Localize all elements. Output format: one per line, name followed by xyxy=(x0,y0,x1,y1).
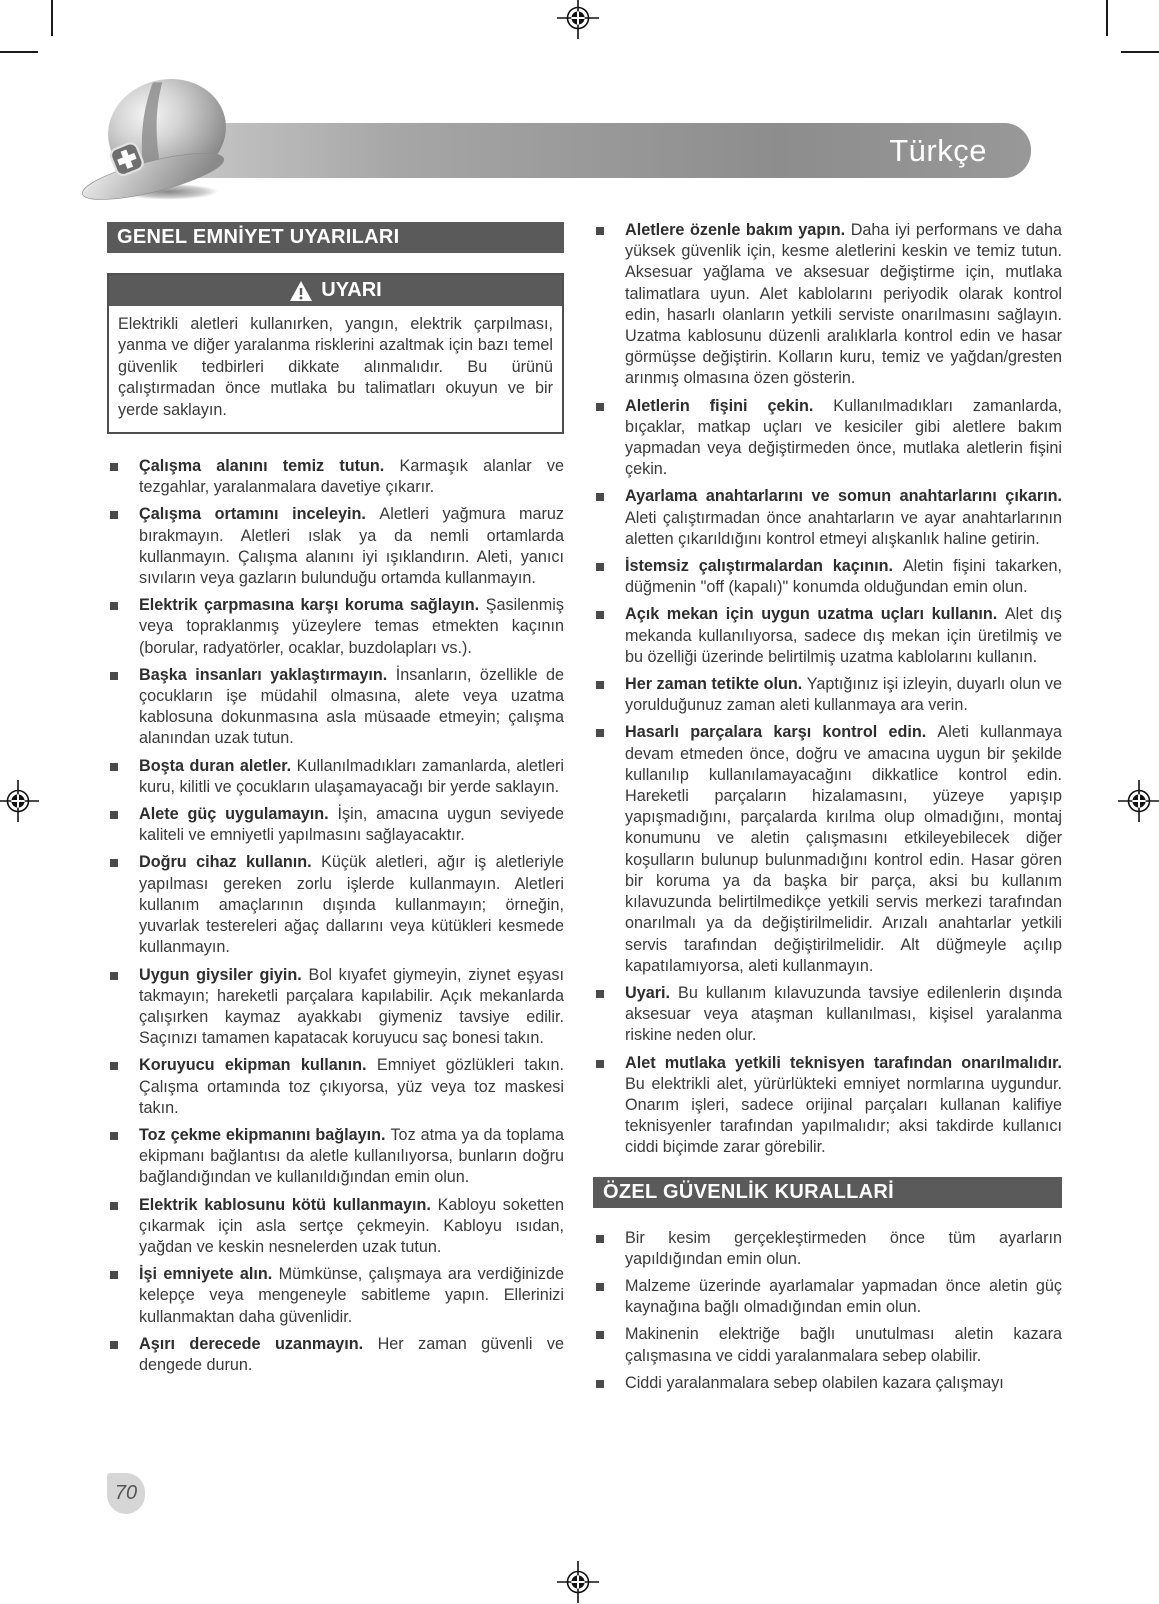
list-item xyxy=(107,756,564,798)
bullet-lead: Toz çekme ekipmanını bağlayın. xyxy=(139,1125,391,1144)
bullet-text: Boşta duran aletler. Kullanılmadıkları zamanlarda, aletleri kuru, kilitli ve çocukların ulaşamayacağı bir yerde saklayın. xyxy=(139,756,564,796)
registration-mark-icon xyxy=(1117,779,1159,823)
list-item xyxy=(593,1053,1062,1159)
bullet-lead: Boşta duran aletler. xyxy=(139,756,297,775)
square-bullet-icon xyxy=(110,763,118,771)
bullet-text: Hasarlı parçalara karşı kontrol edin. Aleti kullanmaya devam etmeden önce, doğru ve amacına uygun bir şekilde kullanılıp kullanılamayacağını dikkatlice kontrol edin. Hareketli parçaların hizalamasını, yüzeye yapışıp yapışmadığını, parçalarda kırılma olup olmadığını, montaj konumunu ve aletin çalışmasını etkileyebilecek diğer koşulların bulunup bulunmadığını kontrol edin. Hasar gören bir koruma ya da başka bir parça, aksi bu kullanım kılavuzunda belirtilmedikçe yetkili servis merkezi tarafından onarılmalı ya da değiştirilmelidir. Arızalı anahtarlar yetkili servis tarafından değiştirilmelidir. Alt düğmeyle açılıp kapatılamıyorsa, aleti kullanmayın. xyxy=(625,723,1062,975)
bullet-lead: Alet mutlaka yetkili teknisyen tarafından onarılmalıdır. xyxy=(625,1053,1062,1072)
bullet-text: Koruyucu ekipman kullanın. Emniyet gözlükleri takın. Çalışma ortamında toz çıkıyorsa, yüz veya toz maskesi takın. xyxy=(139,1056,564,1117)
square-bullet-icon xyxy=(596,227,604,235)
square-bullet-icon xyxy=(110,859,118,867)
square-bullet-icon xyxy=(110,1062,118,1070)
list-item xyxy=(107,456,564,498)
language-banner xyxy=(128,123,1031,178)
general-bullet-list-right xyxy=(593,220,1062,1159)
list-item xyxy=(593,396,1062,481)
bullet-lead: İşi emniyete alın. xyxy=(139,1265,279,1284)
square-bullet-icon xyxy=(596,493,604,501)
crop-mark xyxy=(1106,0,1108,36)
crop-mark xyxy=(0,51,38,53)
list-item xyxy=(107,595,564,659)
bullet-lead: Uygun giysiler giyin. xyxy=(139,965,309,984)
bullet-lead: Elektrik kablosunu kötü kullanmayın. xyxy=(139,1195,438,1214)
list-item xyxy=(593,722,1062,976)
square-bullet-icon xyxy=(596,1235,604,1243)
list-item xyxy=(593,674,1062,716)
bullet-lead: Her zaman tetikte olun. xyxy=(625,675,807,694)
warning-triangle-icon xyxy=(289,280,313,302)
square-bullet-icon xyxy=(596,611,604,619)
page-number-label: 70 xyxy=(114,1482,138,1504)
warning-title: UYARI xyxy=(321,279,382,301)
list-item xyxy=(107,804,564,846)
crop-mark xyxy=(51,0,53,36)
square-bullet-icon xyxy=(110,1271,118,1279)
bullet-text: Çalışma alanını temiz tutun. Karmaşık alanlar ve tezgahlar, yaralanmalara davetiye çıkarır. xyxy=(139,457,564,497)
registration-mark-icon xyxy=(0,779,40,823)
bullet-lead: Elektrik çarpmasına karşı koruma sağlayın. xyxy=(139,596,486,615)
square-bullet-icon xyxy=(110,1202,118,1210)
bullet-lead: Ayarlama anahtarlarını ve somun anahtarlarını çıkarın. xyxy=(625,487,1062,506)
square-bullet-icon xyxy=(110,811,118,819)
warning-box xyxy=(107,273,564,434)
bullet-text: İşi emniyete alın. Mümkünse, çalışmaya ara verdiğinizde kelepçe veya mengeneyle sabitleme yapın. Ellerinizi kullanmaktan daha güvenlidir. xyxy=(139,1265,564,1326)
list-item xyxy=(107,504,564,589)
special-bullet-list xyxy=(593,1228,1062,1394)
list-item xyxy=(593,1276,1062,1318)
bullet-text: Aşırı derecede uzanmayın. Her zaman güvenli ve dengede durun. xyxy=(139,1334,564,1374)
page-number-badge xyxy=(107,1473,145,1514)
bullet-text: Elektrik çarpmasına karşı koruma sağlayın. Şasilenmiş veya topraklanmış yüzeylere temas etmekten kaçının (borular, radyatörler, ocaklar, buzdolapları vs.). xyxy=(139,596,564,657)
bullet-lead: Koruyucu ekipman kullanın. xyxy=(139,1056,377,1075)
language-label: Türkçe xyxy=(889,132,987,168)
bullet-lead: Hasarlı parçalara karşı kontrol edin. xyxy=(625,723,938,742)
special-safety-heading-label: ÖZEL GÜVENLİK KURALLARİ xyxy=(603,1180,894,1203)
square-bullet-icon xyxy=(110,511,118,519)
square-bullet-icon xyxy=(596,1060,604,1068)
bullet-text: Makinenin elektriğe bağlı unutulması aletin kazara çalışmasına ve ciddi yaralanmalara sebep olabilir. xyxy=(625,1325,1062,1365)
bullet-text: Çalışma ortamını inceleyin. Aletleri yağmura maruz bırakmayın. Aletleri ıslak ya da nemli ortamlarda kullanmayın. Çalışma alanını iyi ışıklandırın. Aleti, yanıcı sıvıların veya gazların bulunduğu ortamda kullanmayın. xyxy=(139,505,564,588)
square-bullet-icon xyxy=(110,672,118,680)
list-item xyxy=(593,486,1062,550)
square-bullet-icon xyxy=(596,403,604,411)
list-item xyxy=(593,556,1062,598)
bullet-lead: Çalışma ortamını inceleyin. xyxy=(139,505,380,524)
list-item xyxy=(107,1055,564,1119)
general-safety-heading xyxy=(107,222,564,253)
list-item xyxy=(593,604,1062,668)
special-safety-heading xyxy=(593,1177,1062,1208)
bullet-lead: Çalışma alanını temiz tutun. xyxy=(139,457,400,476)
bullet-text: Alete güç uygulamayın. İşin, amacına uygun seviyede kaliteli ve emniyetli yapılmasını sağlayacaktır. xyxy=(139,805,564,845)
bullet-lead: Aletlere özenle bakım yapın. xyxy=(625,221,851,239)
general-bullet-list-left xyxy=(107,456,564,1376)
bullet-text: Aletlere özenle bakım yapın. Daha iyi performans ve daha yüksek güvenlik için, kesme aletlerini keskin ve temiz tutun. Aksesuar yağlama ve aksesuar değiştirme için, mutlaka talimatlara uyun. Alet kablolarını periyodik olarak kontrol edin, hasarlı olanların yetkili serviste onarılmasını sağlayın. Uzatma kablosunu düzenli aralıklarla kontrol edin ve hasar görmüşse değiştirin. Kolların kuru, temiz ve yağdan/gresten arınmış olmasına özen gösterin. xyxy=(625,221,1063,388)
square-bullet-icon xyxy=(110,1132,118,1140)
square-bullet-icon xyxy=(596,1331,604,1339)
square-bullet-icon xyxy=(596,1380,604,1388)
right-column xyxy=(593,220,1062,1400)
bullet-text: Doğru cihaz kullanın. Küçük aletleri, ağır iş aletleriyle yapılması gereken zorlu işlerde kullanmayın. Aletleri kullanım amaçlarının dışında kullanmayın; örneğin, yuvarlak testereleri ağaç dallarını veya kütükleri kesmede kullanmayın. xyxy=(139,853,564,957)
square-bullet-icon xyxy=(110,1341,118,1349)
bullet-lead: Aletlerin fişini çekin. xyxy=(625,396,834,415)
bullet-text: Uyari. Bu kullanım kılavuzunda tavsiye edilenlerin dışında aksesuar veya ataşman kullanılması, kişisel yaralanma riskine neden olur. xyxy=(625,983,1062,1045)
bullet-lead: İstemsiz çalıştırmalardan kaçının. xyxy=(625,557,903,576)
list-item xyxy=(593,220,1062,390)
list-item xyxy=(107,1125,564,1189)
registration-mark-icon xyxy=(556,1560,600,1604)
bullet-text: İstemsiz çalıştırmalardan kaçının. Aletin fişini takarken, düğmenin "off (kapalı)" konumda olduğundan emin olun. xyxy=(625,557,1062,597)
list-item xyxy=(107,1264,564,1328)
list-item xyxy=(593,983,1062,1047)
crop-mark xyxy=(1121,51,1159,53)
bullet-lead: Açık mekan için uygun uzatma uçları kullanın. xyxy=(625,605,1005,624)
list-item xyxy=(593,1373,1062,1394)
registration-mark-icon xyxy=(556,0,600,40)
square-bullet-icon xyxy=(110,972,118,980)
bullet-text: Her zaman tetikte olun. Yaptığınız işi izleyin, duyarlı olun ve yorulduğunuz zaman aleti kullanmaya ara verin. xyxy=(625,675,1062,715)
bullet-text: Bir kesim gerçekleştirmeden önce tüm ayarların yapıldığından emin olun. xyxy=(625,1228,1062,1268)
bullet-lead: Uyari. xyxy=(625,983,679,1002)
bullet-text: Aletlerin fişini çekin. Kullanılmadıkları zamanlarda, bıçaklar, matkap uçları ve kesiciler gibi aletlere bakım yapmadan veya değiştirmeden önce, mutlaka aletlerin fişini çekin. xyxy=(625,396,1062,479)
bullet-text: Alet mutlaka yetkili teknisyen tarafından onarılmalıdır. Bu elektrikli alet, yürürlükteki emniyet normlarına uygundur. Onarım işleri, sadece orijinal parçaları kullanan kalifiye teknisyenler tarafından yapılmalıdır; aksi takdirde kullanıcı ciddi biçimde zarar görebilir. xyxy=(625,1053,1062,1157)
list-item xyxy=(593,1324,1062,1366)
bullet-text: Ciddi yaralanmalara sebep olabilen kazara çalışmayı xyxy=(625,1373,1004,1392)
square-bullet-icon xyxy=(596,729,604,737)
bullet-lead: Doğru cihaz kullanın. xyxy=(139,853,322,872)
square-bullet-icon xyxy=(596,990,604,998)
warning-text: Elektrikli aletleri kullanırken, yangın, elektrik çarpılması, yanma ve diğer yaralanma risklerini azaltmak için bazı temel güvenlik tedbirleri dikkate alınmalıdır. Bu ürünü çalıştırmadan önce mutlaka bu talimatları okuyun ve bir yerde saklayın. xyxy=(118,315,553,419)
list-item xyxy=(107,852,564,958)
square-bullet-icon xyxy=(110,463,118,471)
list-item xyxy=(107,965,564,1050)
square-bullet-icon xyxy=(596,681,604,689)
bullet-lead: Alete güç uygulamayın. xyxy=(139,805,338,824)
bullet-text: Başka insanları yaklaştırmayın. İnsanların, özellikle de çocukların işe müdahil olmasına, alete veya uzatma kablosuna dokunmasına asla müsaade etmeyin; çalışma alanından uzak tutun. xyxy=(139,665,564,748)
list-item xyxy=(107,1195,564,1259)
bullet-text: Elektrik kablosunu kötü kullanmayın. Kabloyu soketten çıkarmak için asla sertçe çekmeyin. Kabloyu ısıdan, yağdan ve keskin nesnelerden uzak tutun. xyxy=(139,1195,564,1256)
list-item xyxy=(107,1334,564,1376)
bullet-text: Malzeme üzerinde ayarlamalar yapmadan önce aletin güç kaynağına bağlı olmadığından emin olun. xyxy=(625,1276,1062,1317)
bullet-lead: Aşırı derecede uzanmayın. xyxy=(139,1334,378,1353)
bullet-text: Uygun giysiler giyin. Bol kıyafet giymeyin, ziynet eşyası takmayın; hareketli parçalara kapılabilir. Açık mekanlarda çalışırken kaymaz ayakkabı giymeniz tavsiye edilir. Saçınızı tamamen kapatacak koruyucu saç bonesi takın. xyxy=(139,965,564,1048)
safety-helmet-icon xyxy=(68,76,263,204)
warning-header xyxy=(109,275,562,306)
square-bullet-icon xyxy=(596,563,604,571)
square-bullet-icon xyxy=(110,602,118,610)
left-column xyxy=(107,222,564,1382)
bullet-text: Ayarlama anahtarlarını ve somun anahtarlarını çıkarın. Aleti çalıştırmadan önce anahtarların ve ayar anahtarlarının aletten çıkarıldığını kontrol etmeyi alışkanlık haline getirin. xyxy=(625,487,1062,548)
bullet-lead: Başka insanları yaklaştırmayın. xyxy=(139,665,396,684)
square-bullet-icon xyxy=(596,1283,604,1291)
list-item xyxy=(107,665,564,750)
list-item xyxy=(593,1228,1062,1270)
bullet-text: Açık mekan için uygun uzatma uçları kullanın. Alet dış mekanda kullanılıyorsa, sadece dış mekan için üretilmiş ve bu özelliği üzerinde belirtilmiş uzatma kablolarını kullanın. xyxy=(625,605,1062,666)
bullet-text: Toz çekme ekipmanını bağlayın. Toz atma ya da toplama ekipmanı bağlantısı da aletle kullanılıyorsa, bunların doğru bağlandığından ve kullanıldığından emin olun. xyxy=(139,1125,564,1187)
general-safety-heading-label: GENEL EMNİYET UYARILARI xyxy=(117,226,400,248)
